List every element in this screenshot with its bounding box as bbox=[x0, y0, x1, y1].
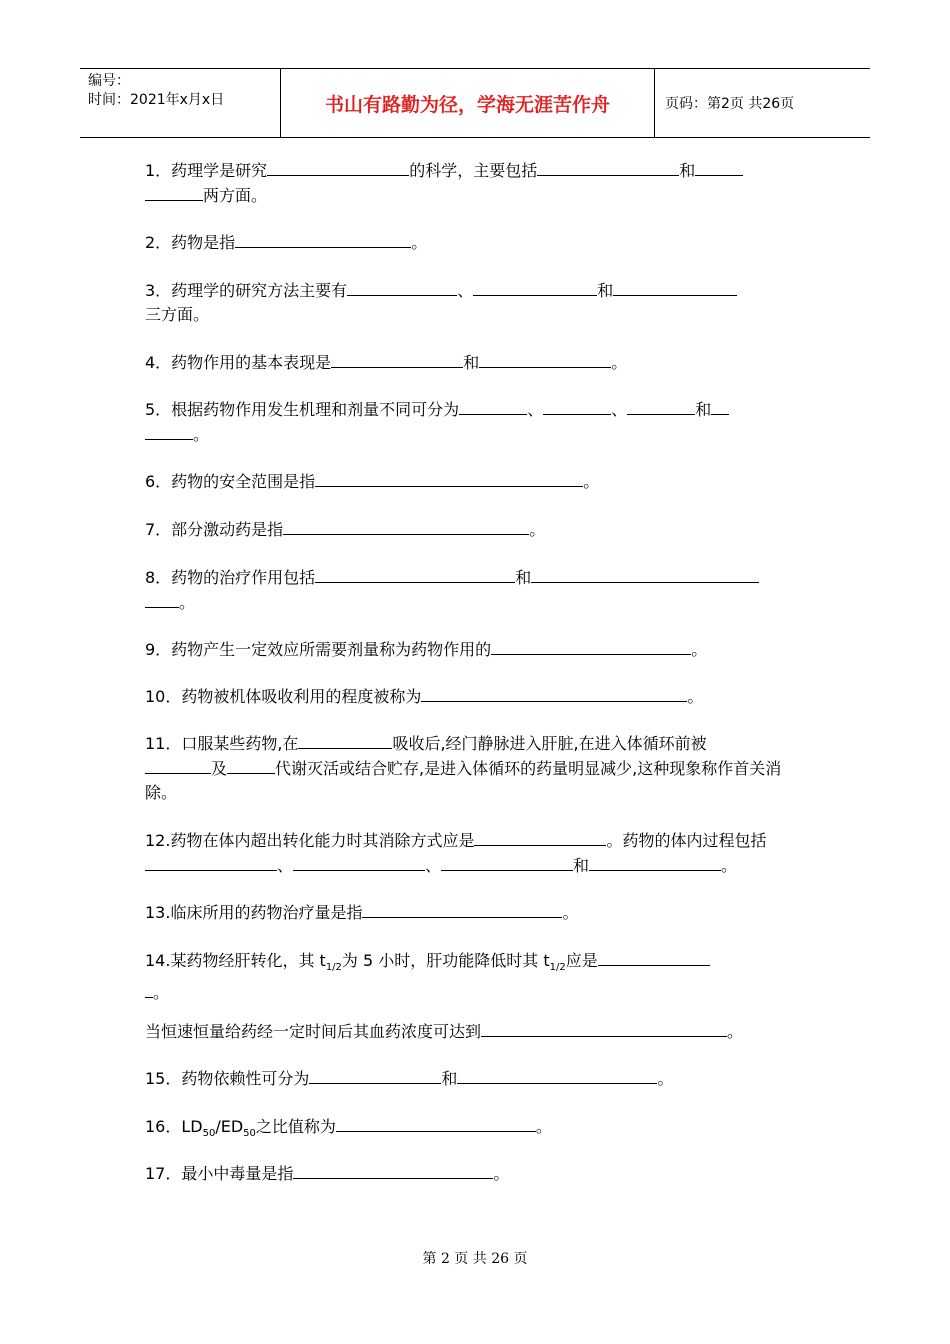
answer-blank bbox=[145, 183, 203, 201]
answer-blank bbox=[362, 900, 562, 918]
question-3: 3．药理学的研究方法主要有 、 和 三方面。 bbox=[145, 278, 810, 327]
page-info: 页码：第2页 共26页 bbox=[665, 96, 795, 112]
answer-blank bbox=[537, 158, 679, 176]
answer-blank bbox=[227, 756, 275, 774]
question-17: 17．最小中毒量是指 。 bbox=[145, 1161, 810, 1186]
answer-blank bbox=[479, 350, 611, 368]
answer-blank bbox=[283, 517, 529, 535]
answer-blank bbox=[459, 397, 527, 415]
answer-blank bbox=[457, 1066, 657, 1084]
question-6: 6．药物的安全范围是指 。 bbox=[145, 469, 810, 494]
answer-blank bbox=[336, 1114, 536, 1132]
answer-blank bbox=[347, 278, 457, 296]
answer-blank bbox=[531, 565, 759, 583]
answer-blank bbox=[598, 948, 710, 966]
answer-blank bbox=[293, 853, 425, 871]
answer-blank bbox=[589, 853, 721, 871]
answer-blank bbox=[315, 469, 583, 487]
answer-blank bbox=[543, 397, 611, 415]
question-4: 4．药物作用的基本表现是 和 。 bbox=[145, 350, 810, 375]
question-14: 14.某药物经肝转化，其 $t_{1/2}$为 5 小时，肝功能降低时其 $t_{1/2}$应是 。 bbox=[145, 948, 810, 1005]
answer-blank bbox=[298, 731, 392, 749]
answer-blank bbox=[309, 1066, 441, 1084]
answer-blank bbox=[491, 637, 691, 655]
answer-blank bbox=[695, 158, 743, 176]
answer-blank bbox=[474, 828, 606, 846]
question-2: 2．药物是指 。 bbox=[145, 230, 810, 255]
question-13: 13.临床所用的药物治疗量是指 。 bbox=[145, 900, 810, 925]
page-footer: 第 2 页 共 26 页 bbox=[422, 1251, 528, 1267]
answer-blank bbox=[145, 590, 179, 608]
number-label: 编号： bbox=[88, 73, 130, 89]
answer-blank bbox=[235, 230, 411, 248]
answer-blank bbox=[331, 350, 463, 368]
answer-blank bbox=[441, 853, 573, 871]
time-label: 时间：2021年x月x日 bbox=[88, 92, 225, 108]
answer-blank bbox=[473, 278, 597, 296]
answer-blank bbox=[267, 158, 409, 176]
answer-blank bbox=[145, 422, 193, 440]
question-10: 10．药物被机体吸收利用的程度被称为 。 bbox=[145, 684, 810, 709]
answer-blank bbox=[145, 756, 211, 774]
question-16: 16．$LD_{50}/ED_{50}$之比值称为 。 bbox=[145, 1114, 810, 1146]
motto: 书山有路勤为径，学海无涯苦作舟 bbox=[281, 69, 655, 137]
header-info-cell bbox=[80, 69, 281, 137]
answer-blank bbox=[145, 853, 277, 871]
question-9: 9．药物产生一定效应所需要剂量称为药物作用的 。 bbox=[145, 637, 810, 662]
question-11: 11．口服某些药物,在 吸收后,经门静脉进入肝脏,在进入体循环前被 及 代谢灭活或结合贮存,是进入体循环的药量明显减少,这种现象称作首关消除。 bbox=[145, 731, 810, 805]
document-header bbox=[80, 68, 870, 138]
question-5: 5．根据药物作用发生机理和剂量不同可分为 、 、 和 。 bbox=[145, 397, 810, 447]
answer-blank bbox=[627, 397, 695, 415]
question-1: 1．药理学是研究 的科学，主要包括 和 两方面。 bbox=[145, 158, 810, 208]
answer-blank bbox=[145, 980, 153, 998]
answer-blank bbox=[421, 684, 687, 702]
question-12: 12.药物在体内超出转化能力时其消除方式应是 。药物的体内过程包括、 、 和 。 bbox=[145, 828, 810, 878]
answer-blank bbox=[711, 397, 729, 415]
answer-blank bbox=[315, 565, 515, 583]
question-14-continued: 当恒速恒量给药经一定时间后其血药浓度可达到 。 bbox=[145, 1019, 810, 1044]
answer-blank bbox=[481, 1019, 727, 1037]
answer-blank bbox=[613, 278, 737, 296]
question-15: 15．药物依赖性可分为 和 。 bbox=[145, 1066, 810, 1091]
answer-blank bbox=[293, 1161, 493, 1179]
question-8: 8．药物的治疗作用包括 和 。 bbox=[145, 565, 810, 615]
question-7: 7．部分激动药是指 。 bbox=[145, 517, 810, 542]
